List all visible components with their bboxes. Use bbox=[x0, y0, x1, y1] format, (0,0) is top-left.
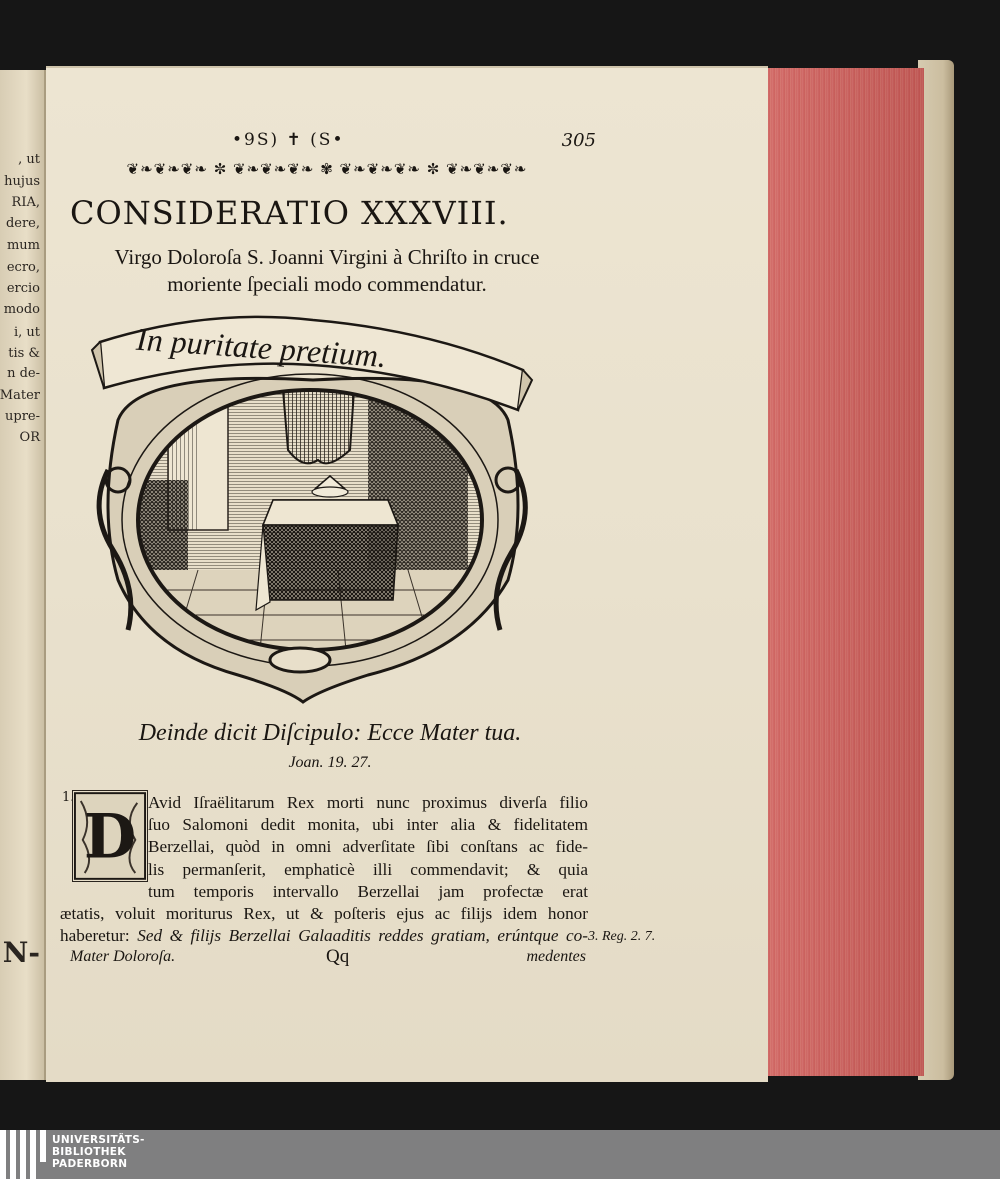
body-line-last bbox=[60, 925, 588, 947]
previous-page-text: RIA, bbox=[11, 195, 40, 210]
body-line: Berzellai, quòd in omni adverſitate ſibi conſtans ac fide- bbox=[148, 837, 588, 857]
running-title: Mater Doloroſa. bbox=[70, 948, 176, 965]
page-footer bbox=[70, 948, 586, 972]
initial-letter: D bbox=[83, 801, 137, 873]
subtitle-line: moriente ſpeciali modo commendatur. bbox=[167, 272, 487, 296]
previous-page-text: , ut bbox=[18, 152, 40, 167]
scripture-reference: Joan. 19. 27. bbox=[288, 754, 372, 771]
paragraph-number: 1. bbox=[62, 790, 75, 805]
previous-page-text: n de- bbox=[7, 366, 40, 381]
previous-page-text: Mater bbox=[0, 388, 40, 403]
body-line: Avid Iſraëlitarum Rex morti nunc proximus diverſa filio bbox=[148, 793, 588, 812]
library-footer-bar bbox=[0, 1130, 1000, 1179]
previous-page-text: ercio bbox=[6, 281, 40, 296]
ornamental-rule: ❦❧❦❧❦❧ ✼ ❦❧❦❧❦❧ ✾ ❦❧❦❧❦❧ ✼ ❦❧❦❧❦❧ bbox=[126, 160, 528, 178]
library-name-line: PADERBORN bbox=[52, 1158, 128, 1170]
body-lead: haberetur: bbox=[60, 926, 130, 946]
page-header bbox=[60, 130, 600, 154]
subtitle-line: Virgo Doloroſa S. Joanni Virgini à Chriſto in cruce bbox=[114, 245, 540, 269]
previous-page-text: upre- bbox=[5, 409, 40, 424]
library-name bbox=[52, 1134, 145, 1170]
library-logo-icon bbox=[0, 1130, 48, 1179]
previous-page-text: hujus bbox=[4, 174, 40, 189]
previous-page-text: i, ut bbox=[13, 325, 40, 340]
body-line: ætatis, voluit moriturus Rex, ut & poſteris ejus ac filijs idem honor bbox=[60, 904, 588, 924]
marginal-note: 3. Reg. 2. 7. bbox=[588, 929, 656, 944]
scripture-quote: Deinde dicit Diſcipulo: Ecce Mater tua. bbox=[138, 720, 522, 746]
body-line: lis permanſerit, emphaticè illi commendavit; & quia bbox=[148, 859, 588, 879]
previous-page-text: modo bbox=[3, 302, 40, 317]
engraved-emblem bbox=[88, 310, 538, 706]
previous-page-text: dere, bbox=[5, 216, 40, 231]
page-number: 305 bbox=[561, 130, 596, 151]
signature-mark: Qq bbox=[326, 946, 350, 967]
library-name-line: BIBLIOTHEK bbox=[52, 1146, 126, 1158]
previous-page-text: tis & bbox=[8, 346, 40, 361]
emblem-motto: In puritate pretium. bbox=[135, 320, 388, 375]
library-name-line: UNIVERSITÄTS- bbox=[52, 1134, 145, 1146]
previous-page-text: ecro, bbox=[6, 260, 40, 275]
previous-page-edge bbox=[0, 70, 46, 1080]
previous-page-text: N- bbox=[2, 936, 40, 969]
body-text bbox=[60, 792, 588, 947]
consideration-title: CONSIDERATIO XXXVIII. bbox=[70, 194, 509, 232]
red-fore-edge bbox=[754, 68, 924, 1076]
body-line: ſuo Salomoni dedit monita, ubi inter alia & fidelitatem bbox=[148, 815, 588, 835]
body-quote: Sed & filijs Berzellai Galaaditis reddes gratiam, erúntque co- bbox=[137, 926, 589, 946]
previous-page-text: mum bbox=[6, 238, 40, 253]
header-ornament: •9S) ✝ (S• bbox=[232, 130, 345, 150]
previous-page-text: OR bbox=[19, 430, 40, 445]
body-line: tum temporis intervallo Berzellai jam profectæ erat bbox=[148, 881, 588, 901]
consideration-subtitle bbox=[62, 244, 592, 298]
catchword: medentes bbox=[526, 948, 586, 965]
